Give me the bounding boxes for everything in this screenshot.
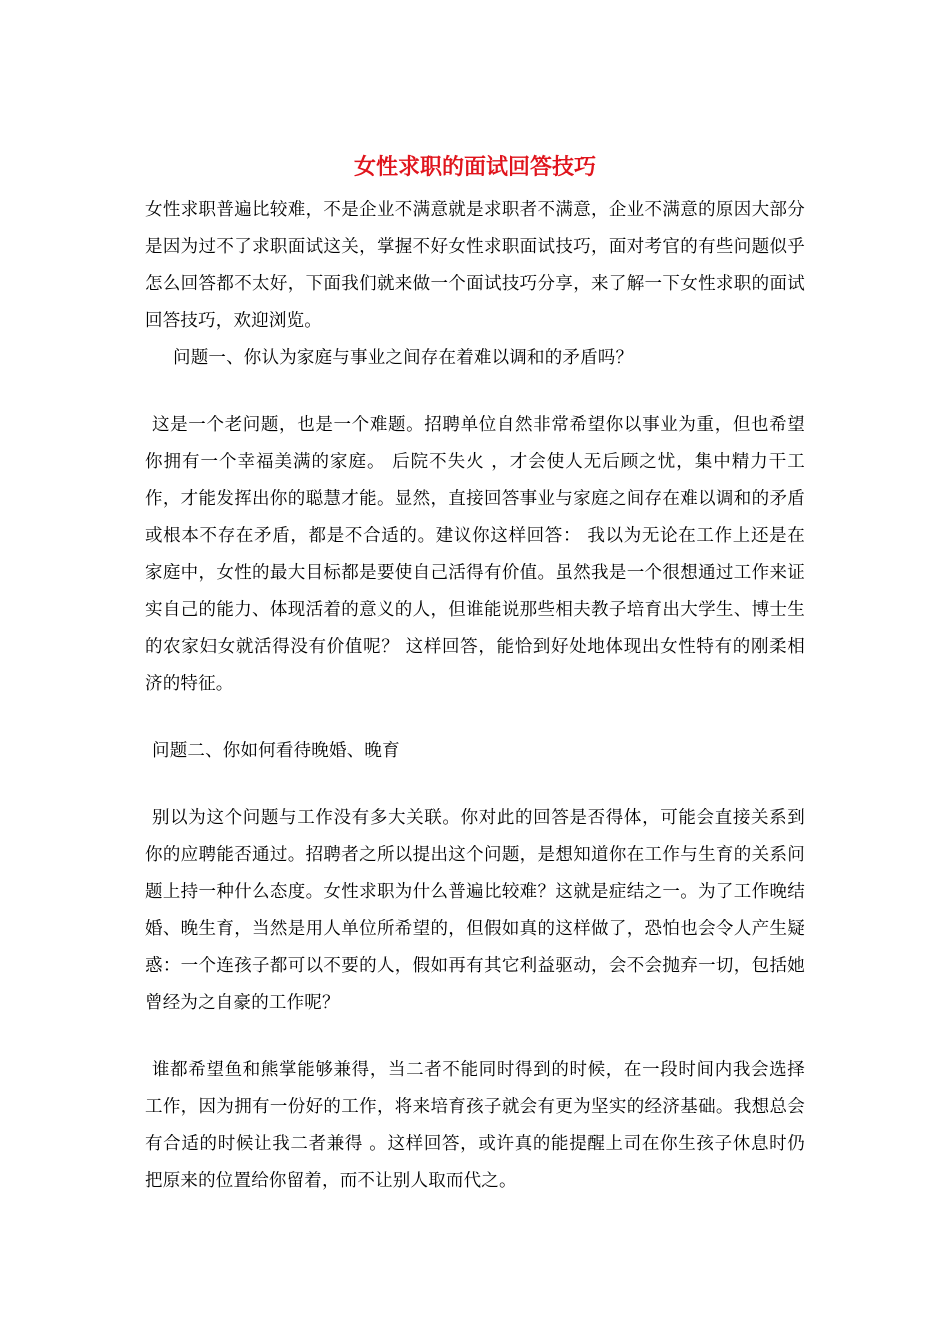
- answer-two-paragraph-two: 谁都希望鱼和熊掌能够兼得，当二者不能同时得到的时候，在一段时间内我会选择工作，因为拥有一份好的工作，将来培育孩子就会有更为坚实的经济基础。我想总会有合适的时候让我二者兼得 。这样回答，或许真的能提醒上司在你生孩子休息时仍把原来的位置给你留着，而不让别人取而代之。: [145, 1060, 805, 1191]
- intro-paragraph: 女性求职普遍比较难，不是企业不满意就是求职者不满意，企业不满意的原因大部分是因为过不了求职面试这关，掌握不好女性求职面试技巧，面对考官的有些问题似乎怎么回答都不太好，下面我们就来做一个面试技巧分享，来了解一下女性求职的面试回答技巧，欢迎浏览。: [145, 200, 805, 331]
- paragraph-spacer: [145, 770, 805, 800]
- document-title: 女性求职的面试回答技巧: [353, 155, 596, 180]
- paragraph-spacer: [145, 377, 805, 407]
- answer-two-paragraph-one: 别以为这个问题与工作没有多大关联。你对此的回答是否得体，可能会直接关系到你的应聘能否通过。招聘者之所以提出这个问题，是想知道你在工作与生育的关系问题上持一种什么态度。女性求职为什么普遍比较难？这就是症结之一。为了工作晚结婚、晚生育，当然是用人单位所希望的，但假如真的这样做了，恐怕也会令人产生疑惑：一个连孩子都可以不要的人，假如再有其它利益驱动，会不会抛弃一切，包括她曾经为之自豪的工作呢？: [145, 808, 805, 1013]
- paragraph-spacer: [145, 1022, 805, 1052]
- answer-one-paragraph: 这是一个老问题，也是一个难题。招聘单位自然非常希望你以事业为重，但也希望你拥有一个幸福美满的家庭。 后院不失火 ，才会使人无后顾之忧，集中精力干工作，才能发挥出你的聪慧才能。显然，直接回答事业与家庭之间存在难以调和的矛盾或根本不存在矛盾，都是不合适的。建议你这样回答： 我以为无论在工作上还是在家庭中，女性的最大目标都是要使自己活得有价值。虽然我是一个很想通过工作来证实自己的能力、体现活着的意义的人，但谁能说那些相夫教子培育出大学生、博士生的农家妇女就活得没有价值呢？ 这样回答，能恰到好处地体现出女性特有的刚柔相济的特征。: [145, 415, 805, 694]
- document-body: [145, 192, 805, 1200]
- question-one-heading: 问题一、你认为家庭与事业之间存在着难以调和的矛盾吗？: [173, 348, 634, 368]
- paragraph-spacer: [145, 703, 805, 733]
- question-two-heading: 问题二、你如何看待晚婚、晚育: [152, 741, 400, 761]
